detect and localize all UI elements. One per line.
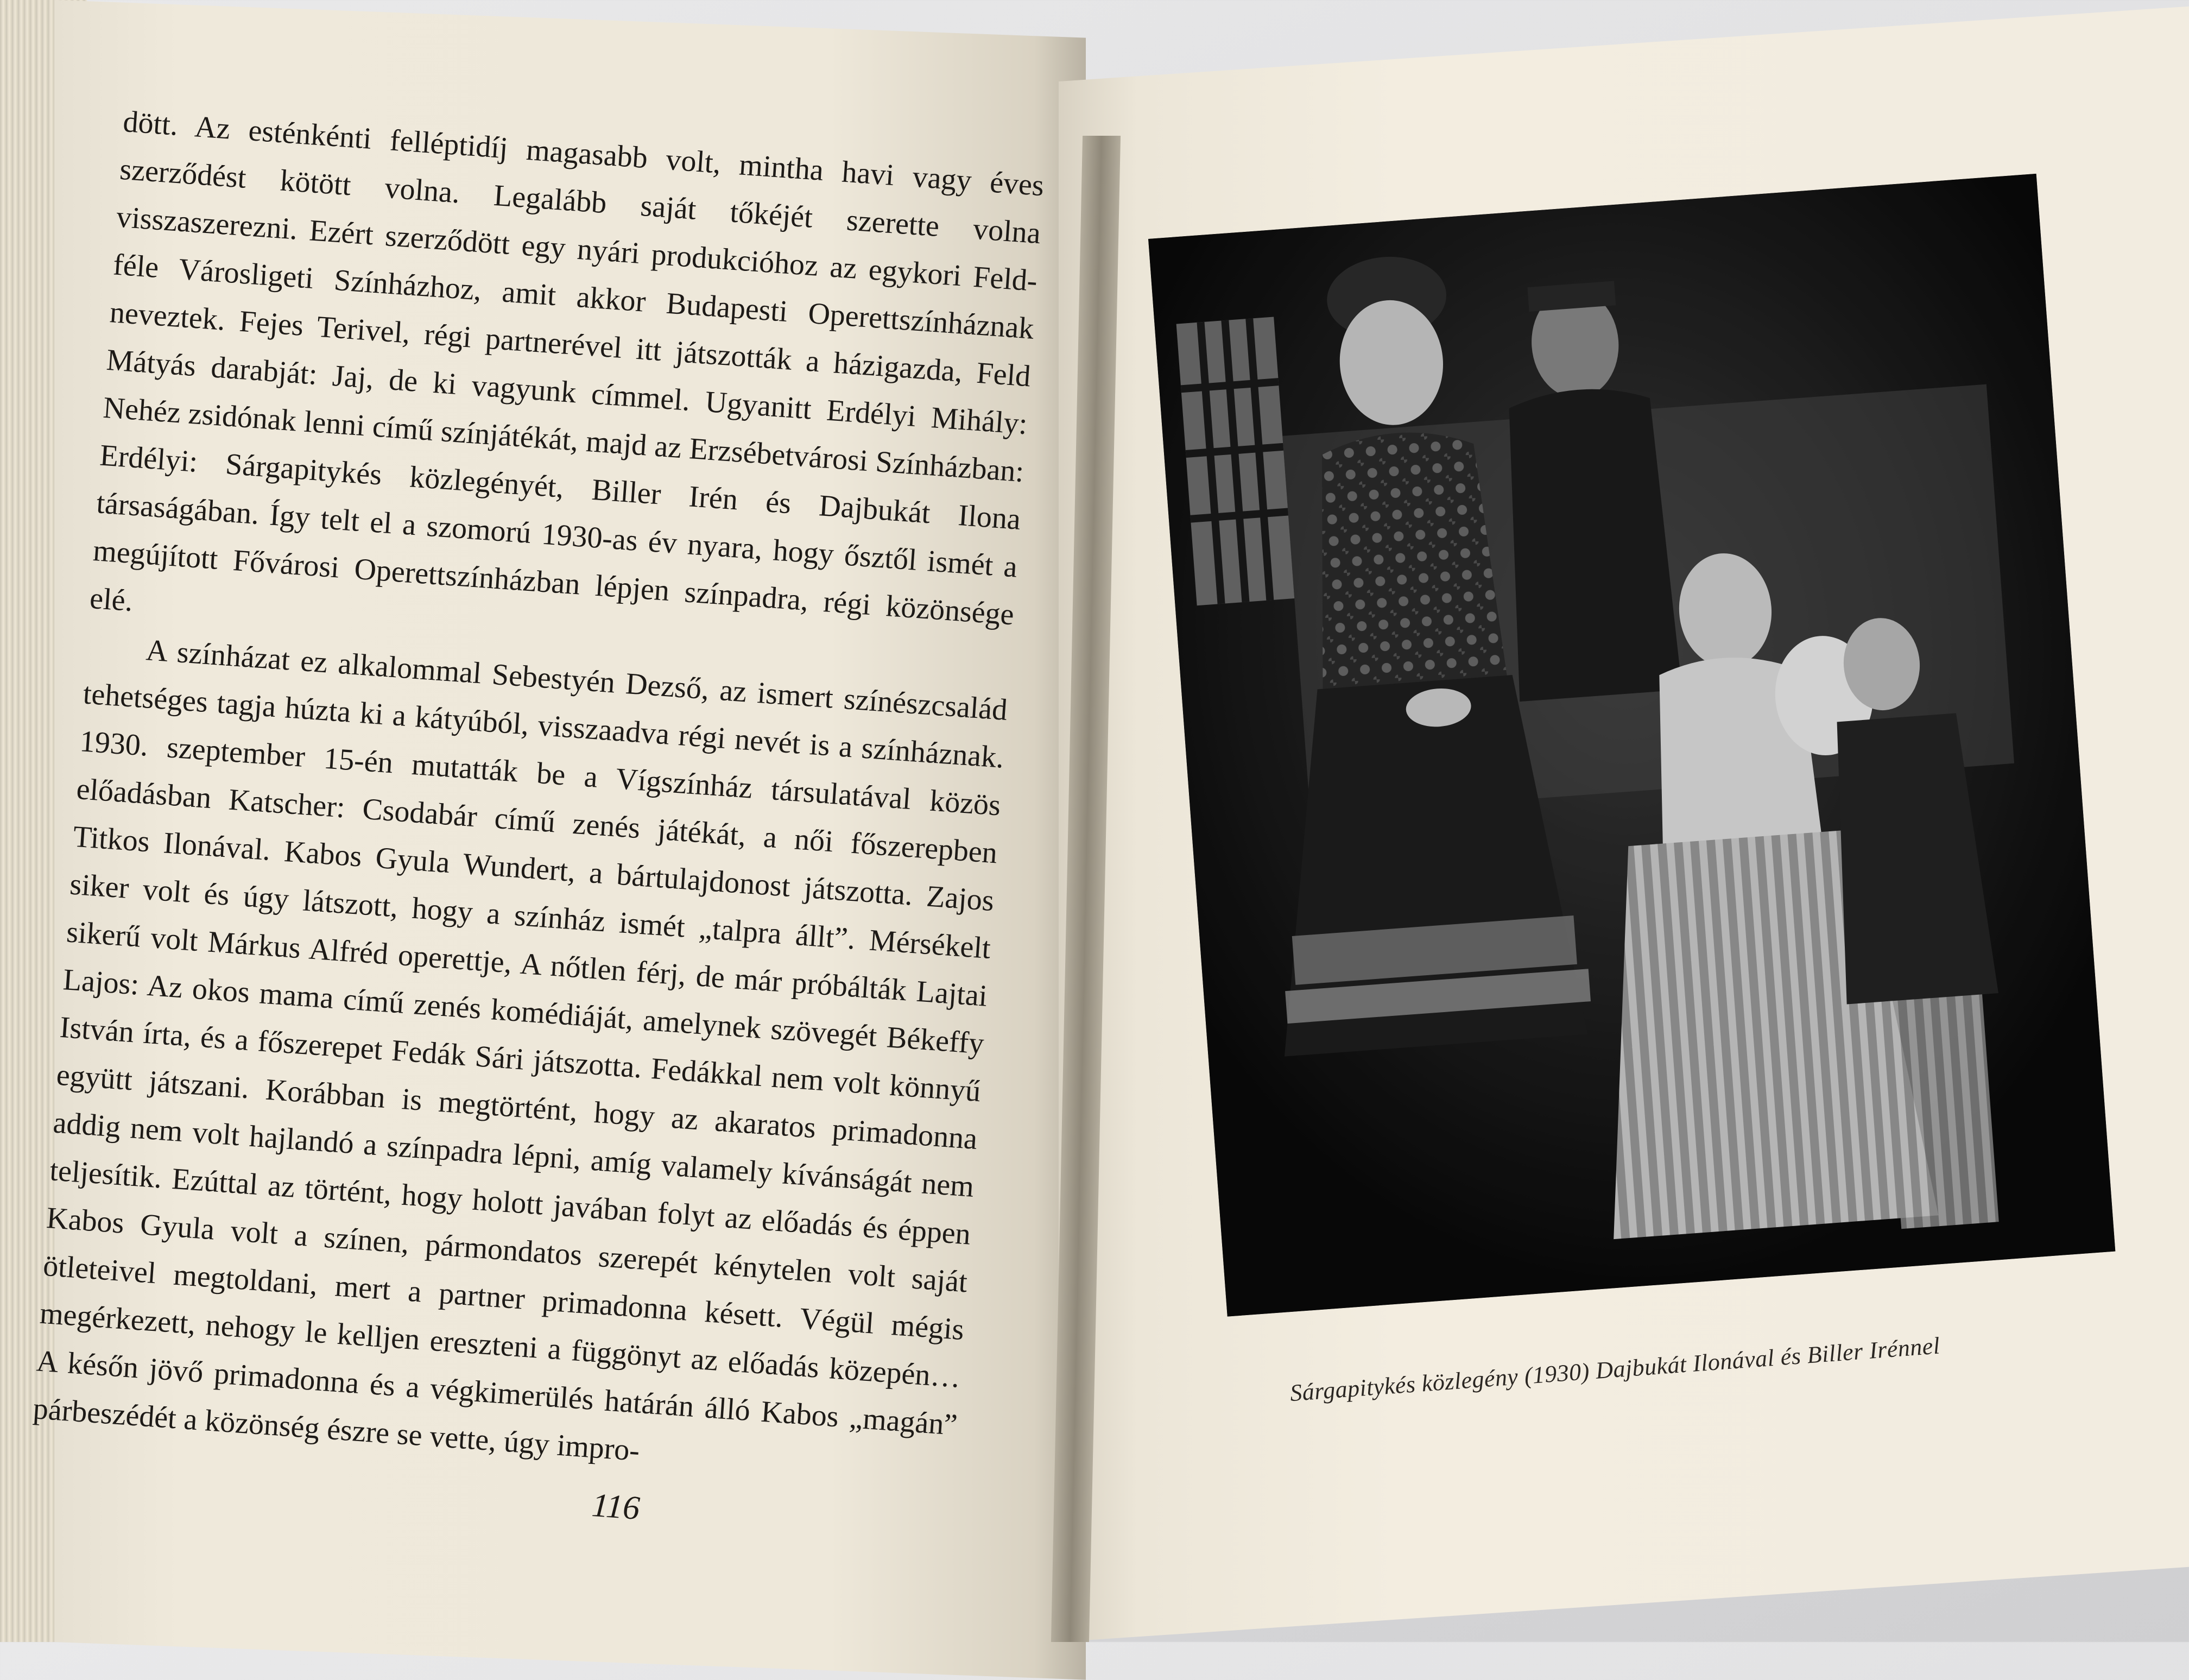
photo-caption: Sárgapitykés közlegény (1930) Dajbukát Ilonával és Biller Irénnel [1289, 1332, 1941, 1407]
page-number: 116 [590, 1487, 641, 1527]
paragraph-2: A színházat ez alkalommal Sebestyén Dezső, az ismert színészcsalád tehetséges tagja húzta ki a kátyúból, visszaadva régi nevét is a színháznak. 1930. szeptember 15-én mutatták be a Vígszínház társulatával közös előadásban Katscher: Csodabár című zenés játékát, a női főszerepben Titkos Ilonával. Kabos Gyula Wundert, a bártulajdonost játszotta. Zajos siker volt és úgy látszott, hogy a színház ismét „talpra állt”. Mérsékelt sikerű volt Márkus Alfréd operettje, A nőtlen férj, de már próbálták Lajtai Lajos: Az okos mama című zenés komédiáját, amelynek szövegét Békeffy István írta, és a főszerepet Fedák Sári játszotta. Fedákkal nem volt könnyű együtt játszani. Korábban is megtörtént, hogy az akaratos primadonna addig nem volt hajlandó a színpadra lépni, amíg valamely kívánságát nem teljesítik. Ezúttal az történt, hogy holott javában folyt az előadás és éppen Kabos Gyula volt a színen, pármondatos szerepét kénytelen volt saját ötleteivel megtoldani, mert a partner primadonna késett. Végül mégis megérkezett, nehogy le kelljen ereszteni a függönyt az előadás közepén… A későn jövő primadonna és a végkimerülés határán álló Kabos „magán” párbeszédét a közönség észre se vette, úgy impro- [32, 633, 1009, 1468]
photograph-illustration [1148, 174, 2115, 1317]
left-page-text [31, 98, 1046, 1497]
paragraph-1: dött. Az esténkénti felléptidíj magasabb volt, mintha havi vagy éves szerződést kötött volna. Legalább saját tőkéjét szerette volna visszaszerezni. Ezért szerződött egy nyári produkcióhoz az egykori Feld-féle Városligeti Színházhoz, amit akkor Budapesti Operettszínháznak neveztek. Fejes Terivel, régi partnerével itt játszották a házigazda, Feld Mátyás darabját: Jaj, de ki vagyunk címmel. Ugyanitt Erdélyi Mihály: Nehéz zsidónak lenni című színjátékát, majd az Erzsébetvárosi Színházban: Erdélyi: Sárgapitykés közlegényét, Biller Irén és Dajbukát Ilona társaságában. Így telt el a szomorú 1930-as év nyara, hogy ősztől ismét a megújított Fővárosi Operettszínházban lépjen színpadra, régi közönsége elé. [88, 104, 1045, 632]
historical-photograph [1148, 174, 2115, 1317]
